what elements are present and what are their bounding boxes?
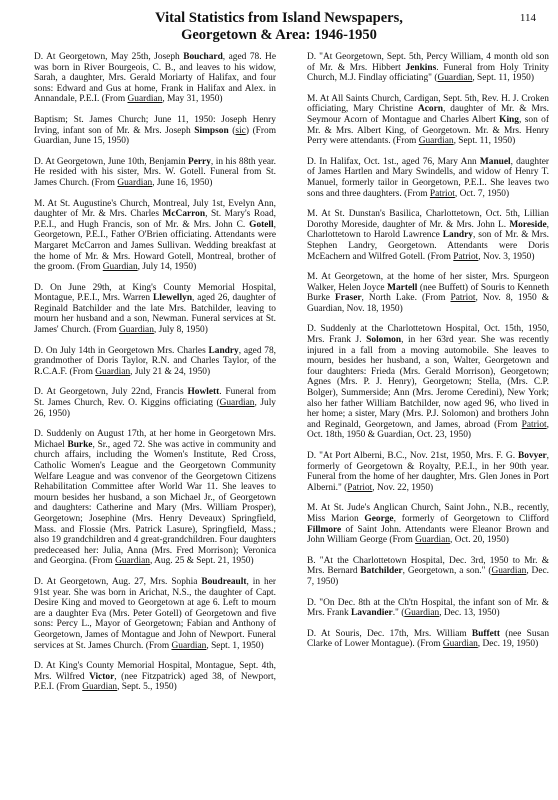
entry-text: , in his 88th year. He resided with his sister, Mrs. W. Gotell. Funeral from St. James Church. (From [34, 156, 276, 188]
surname: Acorn [417, 104, 443, 115]
record-entry [307, 157, 549, 199]
surname: Solomon [366, 335, 402, 346]
surname: Moreside [509, 219, 547, 230]
record-entry [307, 209, 549, 262]
surname: King [499, 114, 519, 125]
record-entry [307, 503, 549, 545]
entry-text: ." ( [392, 608, 405, 619]
surname: Burke [67, 439, 93, 450]
source-name: Patriot [453, 251, 479, 262]
source-name: Guardian [127, 94, 163, 105]
source-name: Guardian [119, 325, 154, 336]
surname: Boudreault [201, 576, 247, 587]
source-name: Guardian [115, 556, 150, 567]
entry-text: of Saint John. Attendants were Eleanor Brown and John William George (From [307, 524, 549, 546]
record-entry [307, 556, 549, 588]
surname: Lavandier [351, 608, 393, 619]
page-number: 114 [519, 12, 536, 24]
record-entry [34, 577, 276, 651]
entry-text: , son of Mr. & Mrs. Albert King, of Georgetown. Mr. & Mrs. Henry Perry were attendants. (From [307, 114, 549, 147]
entry-text: , daughter of Mr. & Mrs. Seymour Acorn of Montague and Charles Albert [307, 104, 549, 125]
record-entry [34, 387, 276, 419]
entry-text: , Dec. 7, 1950) [307, 566, 549, 587]
entry-text: , Oct. 7, 1950) [454, 188, 510, 199]
entry-text: , Georgetown, P.E.I., Father O'Brien officiating. Attendants were Margaret McCarron and James Sullivan. Wedding breakfast at the home of Mr. & Mrs. Howard Gotell, Montreal, brother of the groom. (From [34, 219, 276, 273]
entry-text: , Oct. 18th, 1950 & Guardian, Oct. 23, 1950) [307, 419, 549, 441]
entry-text: , daughter of James Hartlen and Mary Swindells, and widow of Henry T. Manuel, formerly tailor in Georgetown, P.E.I.. She leaves two sons and three daughters. (From [307, 156, 549, 199]
page-title: Vital Statistics from Island Newspapers, [155, 10, 403, 26]
source-name: Patriot [521, 419, 547, 430]
entry-text: , July 8, 1950) [153, 325, 208, 336]
record-entry [307, 52, 549, 84]
entry-text: , in her 91st year. She was born in Arichat, N.S., the daughter of Capt. Desire King and moved to Georgetown at age 6. Left to mourn are a daughter Eva (Mrs. Peter Gotell) of Georgetown and five sons: Percy L., Mayor of Georgetown; Fabian and Anthony of Georgetown, James of Montague and John of Newport. Funeral services at St. James Church. (From [34, 576, 276, 651]
entry-text: , Nov. 22, 1950) [372, 482, 434, 493]
record-entry [34, 115, 276, 147]
record-entry [34, 52, 276, 105]
entry-text: (nee Buffett) of Souris to Kenneth Burke [307, 282, 550, 304]
entry-text: , Charlottetown to Harold Lawrence [307, 219, 549, 241]
surname: Martell [387, 282, 418, 293]
source-name: Patriot [347, 482, 373, 493]
entry-text: , Nov. 8, 1950 & Guardian, Nov. 18, 1950) [307, 293, 550, 314]
record-entry [307, 324, 549, 441]
entry-text: D. At Georgetown, June 10th, Benjamin [34, 156, 188, 167]
record-entry [307, 272, 549, 314]
left-column [34, 52, 276, 703]
entry-text: M. At St. Augustine's Church, Montreal, July 1st, Evelyn Ann, daughter of Mr. & Mrs. Charles [34, 198, 276, 220]
surname: McCarron [162, 209, 206, 220]
entry-text: , St. Mary's Road, P.E.I., and Hugh Francis, son of Mr. & Mrs. John C. [34, 209, 276, 230]
entry-text: , July 14, 1950) [137, 262, 197, 273]
entry-text: M. At St. Dunstan's Basilica, Charlottetown, Oct. 5th, Lillian Dorothy Moreside, daughter of Mr. & Mrs. John L. [307, 209, 549, 230]
source-name: Guardian [102, 262, 138, 273]
surname: Gotell [249, 219, 274, 230]
page-subtitle: Georgetown & Area: 1946-1950 [181, 27, 377, 43]
entry-text: , Aug. 25 & Sept. 21, 1950) [149, 556, 254, 567]
entry-text: , Nov. 3, 1950) [478, 251, 535, 262]
source-name: Patriot [450, 293, 476, 304]
entry-text: D. At Souris, Dec. 17th, Mrs. William [307, 628, 472, 639]
source-name: Guardian [219, 398, 255, 409]
entry-text: , Sr., aged 72. She was active in community and church affairs, including the Women's Institute, Red Cross, Catholic Women's League and the Georgetown Community Welfare League and was convenor of the Georgetown Citizens Rehabilitation Committee after World War 11. She leaves to mourn besides her husband, a son Michael Jr., of Georgetown and daughters: Catherine and Mary (Mrs. William Prosper), Georgetown; Josephine (Mrs. Henry Deveaux) Springfield, Mass. and Flossie (Mrs. Patrick Lasure), Springfield, Mass.; also 19 grandchildren and 4 great-grandchildren. Four daughters predeceased her: Julia, Anna (Mrs. Fred Morrison); Veronica and Georgina. (From [34, 439, 276, 567]
entry-text: . Funeral from Holy Trinity Church, M.J. Findlay officiating" ( [307, 62, 549, 84]
entry-text: ) (From Guardian, June 15, 1950) [34, 125, 277, 147]
entry-text: D. "At Port Alberni, B.C., Nov. 21st, 1950, Mrs. F. G. [307, 451, 519, 461]
source-name: Patriot [429, 188, 455, 199]
surname: Perry [187, 156, 211, 167]
source-name: Guardian [117, 177, 153, 188]
surname: Manuel [479, 156, 511, 167]
surname: Bovyer [518, 451, 547, 461]
entry-text: D. Suddenly at the Charlottetown Hospital, Oct. 15th, 1950, Mrs. Frank J. [307, 324, 549, 346]
record-entry [307, 629, 549, 650]
entry-text: , aged 26, daughter of Reginald Batchilder and the late Mrs. Batchilder, leaving to mourn her husband and a son, Newman. Funeral services at St. James' Church. (From [34, 293, 277, 336]
entry-text: D. "On Dec. 8th at the Ch'tn Hospital, the infant son of Mr. & Mrs. Frank [307, 597, 549, 619]
entry-text: , Sept. 11, 1950) [472, 73, 534, 84]
entry-text: ( [228, 125, 236, 136]
source-name: Guardian [82, 682, 118, 693]
entry-text: D. On July 14th in Georgetown Mrs. Charles [34, 345, 209, 356]
entry-text: , Sept. 11, 1950) [453, 136, 516, 147]
record-entry [34, 283, 276, 336]
entry-text: , son of Mr. & Mrs. Stephen Landry, Georgetown. Attendants were Doris McEachern and Wilfred Gotell. (From [307, 230, 549, 262]
entry-text: , in her 63rd year. She was recently injured in a fall from a moving automobile. She leaves to mourn, besides her husband, a son, Walter, Georgetown and four daughters: Frieda (Mrs. Gerald Morrison), Georgetown; Agnes (Mrs. P. J. Henry), Georgetown; Stella, (Mrs. C.P. Bolger), Summerside; Ann (Mrs. Jerome Ceredini), New York; also her father William Batchilder, now aged 96, who lived in her home; a sister, Mary (Mrs. P.J. Solomon) and brothers John and Reginald, Georgetown, and James, abroad (From [307, 335, 549, 430]
entry-text: , July 21 & 24, 1950) [130, 366, 211, 377]
record-entry [34, 157, 276, 189]
record-entry [34, 429, 276, 567]
source-name: Guardian [442, 639, 478, 650]
record-entry [307, 94, 549, 147]
entry-text: , formerly of Georgetown & Royalty, P.E.I., in her 90th year. Funeral from the home of her daughter, Mrs. Glen Jones in Port Alberni." ( [307, 451, 549, 493]
surname: Batchilder [360, 566, 403, 577]
entry-text: D. At Georgetown, May 25th, Joseph [34, 52, 184, 62]
entry-text: , (nee Fitzpatrick) aged 38, of Newport, P.E.I. (From [34, 671, 276, 693]
entry-text: , May 31, 1950) [162, 94, 223, 105]
entry-text: , Dec. 19, 1950) [477, 639, 539, 650]
surname: Howlett [187, 387, 220, 398]
entry-text: D. Suddenly on August 17th, at her home in Georgetown Mrs. Michael [34, 429, 276, 450]
surname: Landry [208, 345, 239, 356]
entry-text: , North Lake. (From [361, 293, 451, 304]
entry-text: , Sept. 5., 1950) [117, 682, 177, 693]
record-entry [307, 451, 549, 493]
source-name: Guardian [418, 136, 454, 147]
record-entry [34, 199, 276, 273]
surname: Llewellyn [152, 293, 193, 304]
entry-text: M. At All Saints Church, Cardigan, Sept. 5th, Rev. H. J. Croken officiating, Mary Christine [307, 93, 549, 115]
entry-text: . Funeral from St. James Church, Rev. O. Kiggins officiating ( [34, 387, 276, 409]
entry-text: , Dec. 13, 1950) [439, 608, 500, 619]
entry-text: D. At Georgetown, Aug. 27, Mrs. Sophia [34, 576, 202, 587]
entry-text: , aged 78, grandmother of Doris Taylor, R.N. and Charles Taylor, of the R.C.A.F. (From [34, 345, 276, 377]
record-entry [307, 598, 549, 619]
entry-text: , June 16, 1950) [152, 177, 213, 188]
source-name: Guardian [404, 608, 440, 619]
entry-text: M. At Georgetown, at the home of her sister, Mrs. Spurgeon Walker, Helen Joyce [307, 272, 549, 293]
entry-text: M. At St. Jude's Anglican Church, Saint John., N.B., recently, Miss Marion [307, 503, 549, 524]
source-name: Guardian [491, 566, 527, 577]
right-column [307, 52, 549, 660]
surname: Jenkins [405, 62, 437, 73]
entry-text: (nee Susan Clarke of Lower Montague). (From [307, 628, 550, 650]
source-name: Guardian [415, 535, 451, 546]
surname: Buffett [471, 628, 501, 639]
surname: Fillmore [307, 524, 342, 535]
source-name: sic [235, 125, 246, 136]
surname: Fraser [334, 293, 362, 304]
entry-text: , Georgetown, a son." ( [402, 566, 492, 577]
entry-text: , aged 78. He was born in River Bourgeois, C. B., and leaves to his widow, Sarah, a daughter, Mrs. Gerald Moriarty of Halifax, and four sons: Edward and Gus at home, Frank in Halifax and Alex. in Annandale, P.E.I. (From [34, 52, 276, 105]
surname: Bouchard [183, 52, 223, 62]
surname: Landry [442, 230, 473, 241]
surname: George [364, 513, 394, 524]
surname: Victor [89, 671, 115, 682]
entry-text: , Sept. 1, 1950) [206, 640, 264, 651]
entry-text: , Oct. 20, 1950) [450, 535, 509, 546]
record-entry [34, 661, 276, 693]
record-entry [34, 346, 276, 378]
entry-text: D. At Georgetown, July 22nd, Francis [34, 387, 188, 398]
entry-text: , formerly of Georgetown to Clifford [393, 513, 549, 524]
page-header [0, 10, 558, 44]
entry-text: Baptism; St. James Church; June 11, 1950: Joseph Henry Irving, infant son of Mr. & Mrs. Joseph [34, 114, 276, 136]
source-name: Guardian [171, 640, 207, 651]
entry-text: D. In Halifax, Oct. 1st., aged 76, Mary Ann [307, 156, 480, 167]
source-name: Guardian [437, 73, 473, 84]
entry-text: , July 26, 1950) [34, 398, 276, 419]
surname: Simpson [194, 125, 229, 136]
entry-text: D. On June 29th, at King's County Memorial Hospital, Montague, P.E.I., Mrs. Warren [34, 282, 276, 304]
entry-text: B. "At the Charlottetown Hospital, Dec. 3rd, 1950 to Mr. & Mrs. Bernard [307, 555, 549, 577]
entry-text: D. At King's County Memorial Hospital, Montague, Sept. 4th, Mrs. Wilfred [34, 661, 276, 682]
entry-text: D. "At Georgetown, Sept. 5th, Percy William, 4 month old son of Mr. & Mrs. Hibbert [307, 52, 549, 73]
source-name: Guardian [95, 366, 131, 377]
